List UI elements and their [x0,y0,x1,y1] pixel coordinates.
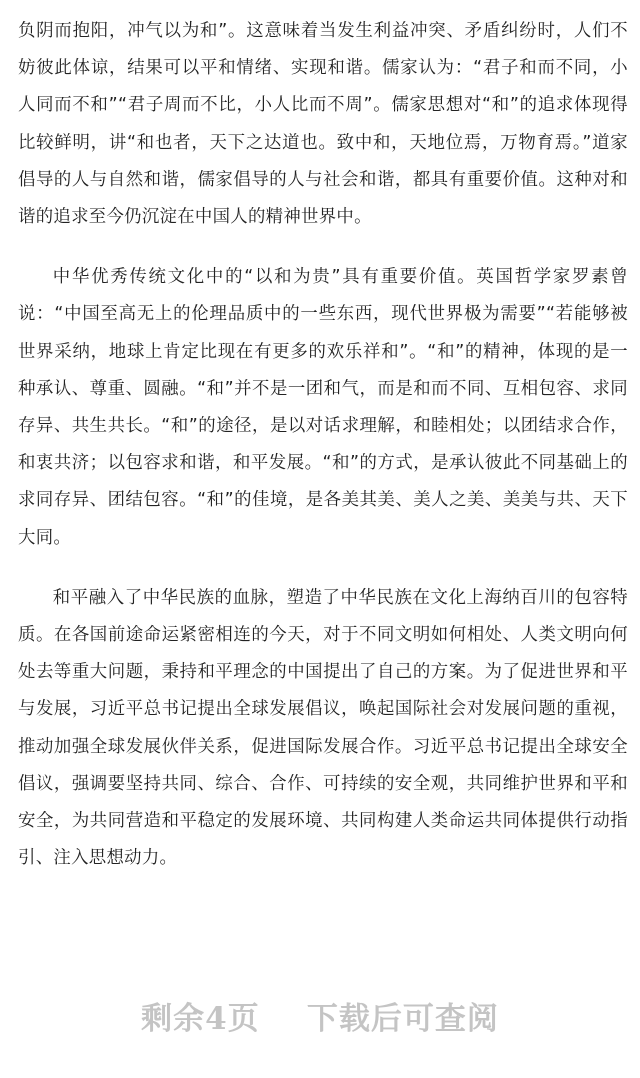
paragraph-2: 中华优秀传统文化中的“以和为贵”具有重要价值。英国哲学家罗素曾说：“中国至高无上的伦理品质中的一些东西，现代世界极为需要”“若能够被世界采纳，地球上肯定比现在有更多的欢乐祥和”。“和”的精神，体现的是一种承认、尊重、圆融。“和”并不是一团和气，而是和而不同、互相包容、求同存异、共生共长。“和”的途径，是以对话求理解，和睦相处；以团结求合作，和衷共济；以包容求和谐，和平发展。“和”的方式，是承认彼此不同基础上的求同存异、团结包容。“和”的佳境，是各美其美、美人之美、美美与共、天下大同。 [18,267,628,548]
paragraph-1: 负阴而抱阳，冲气以为和”。这意味着当发生利益冲突、矛盾纠纷时，人们不妨彼此体谅，结果可以平和情绪、实现和谐。儒家认为：“君子和而不同，小人同而不和”“君子周而不比，小人比而不周”。儒家思想对“和”的追求体现得比较鲜明，讲“和也者，天下之达道也。致中和，天地位焉，万物育焉。”道家倡导的人与自然和谐，儒家倡导的人与社会和谐，都具有重要价值。这种对和谐的追求至今仍沉淀在中国人的精神世界中。 [18,21,628,228]
remaining-pages-label[interactable]: 剩余4页 [141,1001,260,1037]
download-prompt[interactable] [0,993,640,1038]
paragraph-3: 和平融入了中华民族的血脉，塑造了中华民族在文化上海纳百川的包容特质。在各国前途命运紧密相连的今天，对于不同文明如何相处、人类文明向何处去等重大问题，秉持和平理念的中国提出了自己的方案。为了促进世界和平与发展，习近平总书记提出全球发展倡议，唤起国际社会对发展问题的重视，推动加强全球发展伙伴关系，促进国际发展合作。习近平总书记提出全球安全倡议，强调要坚持共同、综合、合作、可持续的安全观，共同维护世界和平和安全，为共同营造和平稳定的发展环境、共同构建人类命运共同体提供行动指引、注入思想动力。 [18,587,628,869]
download-hint-label[interactable]: 下载后可查阅 [306,1001,499,1037]
document-body [18,0,628,877]
